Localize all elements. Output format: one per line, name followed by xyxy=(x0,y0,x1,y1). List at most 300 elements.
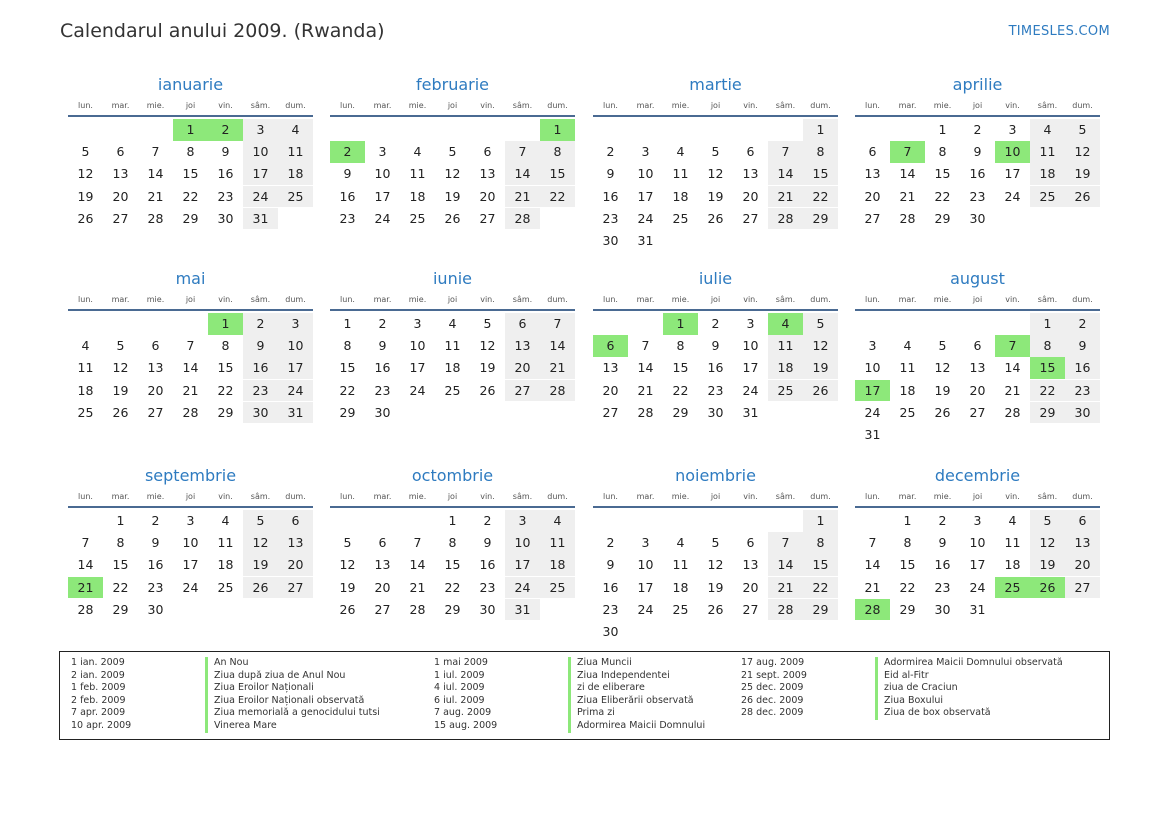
day-cell: 27 xyxy=(505,380,540,402)
empty-cell xyxy=(768,230,803,252)
day-cell: 16 xyxy=(243,357,278,379)
week-row xyxy=(330,186,575,208)
day-cell: 14 xyxy=(505,163,540,185)
empty-cell xyxy=(628,313,663,335)
day-cell: 27 xyxy=(147,404,164,420)
week-row xyxy=(330,599,575,621)
day-cell: 2 xyxy=(151,513,160,528)
day-cell: 27 xyxy=(602,404,619,420)
day-cell: 13 xyxy=(742,557,759,573)
day-cell: 3 xyxy=(413,316,422,331)
weekday-label: lun. xyxy=(340,492,355,501)
empty-cell xyxy=(593,510,628,532)
day-cell: 2 xyxy=(1065,313,1100,335)
day-cell: 21 xyxy=(1004,382,1021,398)
empty-cell xyxy=(1030,599,1065,621)
day-cell: 15 xyxy=(803,554,838,576)
day-cell: 5 xyxy=(448,144,457,160)
day-cell: 28 xyxy=(637,404,654,420)
week-row xyxy=(68,357,313,379)
weekday-header xyxy=(68,490,313,508)
weekday-label: dum. xyxy=(810,492,831,501)
month-februarie xyxy=(330,74,575,230)
week-row xyxy=(68,186,313,208)
weekday-label: mar. xyxy=(111,295,130,304)
day-cell: 9 xyxy=(221,144,230,160)
day-cell: 2 xyxy=(330,141,365,163)
holiday-name: Adormirea Maicii Domnului observată xyxy=(875,657,1063,670)
empty-cell xyxy=(925,424,960,446)
weekday-label: vin. xyxy=(480,101,495,110)
day-cell: 27 xyxy=(1065,577,1100,599)
month-august xyxy=(855,268,1100,446)
day-cell: 22 xyxy=(112,579,129,595)
day-cell: 10 xyxy=(995,141,1030,163)
empty-cell xyxy=(208,599,243,621)
week-row xyxy=(330,163,575,185)
week-row xyxy=(68,599,313,621)
weekday-label: joi xyxy=(710,492,721,501)
holiday-date: 2 ian. 2009 xyxy=(71,669,125,681)
day-cell: 25 xyxy=(540,577,575,599)
empty-cell xyxy=(400,402,435,424)
day-cell: 1 xyxy=(663,313,698,335)
week-row xyxy=(330,380,575,402)
day-cell: 24 xyxy=(742,382,759,398)
month-title: octombrie xyxy=(411,466,494,485)
weekday-label: mie. xyxy=(933,492,952,501)
empty-cell xyxy=(698,621,733,643)
weekday-label: sâm. xyxy=(1037,295,1058,304)
weekday-label: vin. xyxy=(1005,492,1020,501)
day-cell: 12 xyxy=(803,335,838,357)
day-cell: 6 xyxy=(151,338,160,354)
day-cell: 9 xyxy=(151,535,160,551)
day-cell: 8 xyxy=(803,532,838,554)
day-cell: 23 xyxy=(147,579,164,595)
day-cell: 23 xyxy=(602,601,619,617)
day-cell: 14 xyxy=(899,166,916,182)
day-cell: 12 xyxy=(444,166,461,182)
day-cell: 18 xyxy=(217,557,234,573)
day-cell: 15 xyxy=(182,166,199,182)
day-cell: 17 xyxy=(637,579,654,595)
day-cell: 4 xyxy=(221,513,230,528)
week-row xyxy=(330,402,575,424)
day-cell: 11 xyxy=(409,166,426,182)
empty-cell xyxy=(803,230,838,252)
week-row xyxy=(593,357,838,379)
day-cell: 20 xyxy=(969,382,986,398)
day-cell: 5 xyxy=(243,510,278,532)
day-cell: 9 xyxy=(711,338,720,354)
weekday-label: joi xyxy=(185,101,196,110)
weekday-label: vin. xyxy=(480,295,495,304)
holiday-date: 1 mai 2009 xyxy=(434,657,488,668)
day-cell: 25 xyxy=(672,601,689,617)
day-cell: 4 xyxy=(540,510,575,532)
day-cell: 10 xyxy=(637,166,654,182)
weekday-label: joi xyxy=(447,295,458,304)
day-cell: 25 xyxy=(899,404,916,420)
week-row xyxy=(330,208,575,230)
day-cell: 7 xyxy=(151,144,160,160)
day-cell: 13 xyxy=(969,360,986,376)
empty-cell xyxy=(855,313,890,335)
weekday-header xyxy=(330,293,575,311)
day-cell: 11 xyxy=(278,141,313,163)
day-cell: 28 xyxy=(77,601,94,617)
day-cell: 2 xyxy=(606,535,615,551)
weekday-label: sâm. xyxy=(250,492,271,501)
week-row xyxy=(68,380,313,402)
day-cell: 29 xyxy=(112,601,129,617)
day-cell: 14 xyxy=(768,554,803,576)
day-cell: 7 xyxy=(995,335,1030,357)
weekday-header xyxy=(68,99,313,117)
weekday-label: dum. xyxy=(1072,101,1093,110)
weekday-label: mar. xyxy=(898,295,917,304)
day-cell: 2 xyxy=(973,122,982,137)
day-cell: 11 xyxy=(217,535,234,551)
week-row xyxy=(330,532,575,554)
day-cell: 22 xyxy=(1030,380,1065,402)
day-cell: 18 xyxy=(77,382,94,398)
empty-cell xyxy=(663,621,698,643)
empty-cell xyxy=(103,313,138,335)
day-cell: 26 xyxy=(243,577,278,599)
week-row xyxy=(593,402,838,424)
day-cell: 20 xyxy=(278,554,313,576)
day-cell: 24 xyxy=(505,577,540,599)
day-cell: 30 xyxy=(147,601,164,617)
day-cell: 15 xyxy=(672,360,689,376)
day-cell: 29 xyxy=(444,601,461,617)
brand-link[interactable]: TIMESLES.COM xyxy=(1008,24,1110,39)
week-row xyxy=(68,141,313,163)
day-cell: 1 xyxy=(903,513,912,528)
month-decembrie xyxy=(855,465,1100,621)
empty-cell xyxy=(733,621,768,643)
week-row xyxy=(855,186,1100,208)
month-iulie xyxy=(593,268,838,424)
day-cell: 15 xyxy=(1030,357,1065,379)
day-cell: 23 xyxy=(707,382,724,398)
empty-cell xyxy=(593,119,628,141)
day-cell: 23 xyxy=(479,579,496,595)
day-cell: 11 xyxy=(1004,535,1021,551)
day-cell: 1 xyxy=(540,119,575,141)
day-cell: 30 xyxy=(243,402,278,424)
month-title: august xyxy=(950,269,1005,288)
day-cell: 12 xyxy=(1065,141,1100,163)
day-cell: 26 xyxy=(77,210,94,226)
day-cell: 25 xyxy=(768,380,803,402)
day-cell: 23 xyxy=(217,188,234,204)
day-cell: 27 xyxy=(864,210,881,226)
day-cell: 7 xyxy=(768,141,803,163)
weekday-label: joi xyxy=(185,295,196,304)
empty-cell xyxy=(628,621,663,643)
weekday-label: sâm. xyxy=(250,101,271,110)
week-row xyxy=(593,230,838,252)
day-cell: 4 xyxy=(448,316,457,331)
day-cell: 16 xyxy=(374,360,391,376)
weekday-label: mie. xyxy=(146,492,165,501)
day-cell: 17 xyxy=(637,188,654,204)
day-cell: 17 xyxy=(374,188,391,204)
day-cell: 1 xyxy=(343,316,352,331)
weekday-label: mar. xyxy=(373,492,392,501)
empty-cell xyxy=(1065,424,1100,446)
day-cell: 10 xyxy=(182,535,199,551)
weekday-label: dum. xyxy=(285,492,306,501)
holiday-name: Ziua Eroilor Naționali observată xyxy=(205,695,364,708)
day-cell: 6 xyxy=(593,335,628,357)
day-cell: 5 xyxy=(711,144,720,160)
weekday-header xyxy=(855,293,1100,311)
day-cell: 13 xyxy=(505,335,540,357)
day-cell: 21 xyxy=(637,382,654,398)
day-cell: 19 xyxy=(77,188,94,204)
day-cell: 2 xyxy=(378,316,387,331)
day-cell: 6 xyxy=(973,338,982,354)
day-cell: 12 xyxy=(934,360,951,376)
day-cell: 3 xyxy=(973,513,982,528)
day-cell: 23 xyxy=(1065,380,1100,402)
weekday-header xyxy=(593,99,838,117)
day-cell: 21 xyxy=(768,577,803,599)
day-cell: 19 xyxy=(707,188,724,204)
day-cell: 26 xyxy=(112,404,129,420)
empty-cell xyxy=(768,510,803,532)
day-cell: 24 xyxy=(374,210,391,226)
day-cell: 23 xyxy=(969,188,986,204)
day-cell: 31 xyxy=(864,426,881,442)
holiday-name: Ziua Eroilor Naționali xyxy=(205,682,314,695)
day-cell: 4 xyxy=(768,313,803,335)
day-cell: 28 xyxy=(409,601,426,617)
weekday-header xyxy=(593,293,838,311)
day-cell: 23 xyxy=(934,579,951,595)
day-cell: 20 xyxy=(602,382,619,398)
day-cell: 30 xyxy=(1065,402,1100,424)
day-cell: 12 xyxy=(707,557,724,573)
day-cell: 8 xyxy=(676,338,685,354)
day-cell: 14 xyxy=(768,163,803,185)
day-cell: 12 xyxy=(77,166,94,182)
day-cell: 3 xyxy=(746,316,755,331)
week-row xyxy=(855,313,1100,335)
day-cell: 20 xyxy=(742,188,759,204)
weekday-label: sâm. xyxy=(775,295,796,304)
day-cell: 26 xyxy=(1065,186,1100,208)
day-cell: 25 xyxy=(444,382,461,398)
day-cell: 4 xyxy=(81,338,90,354)
weekday-label: mar. xyxy=(636,492,655,501)
weekday-label: dum. xyxy=(1072,492,1093,501)
empty-cell xyxy=(995,313,1030,335)
day-cell: 21 xyxy=(540,357,575,379)
empty-cell xyxy=(1030,424,1065,446)
month-title: decembrie xyxy=(934,466,1021,485)
month-mai xyxy=(68,268,313,424)
day-cell: 21 xyxy=(768,186,803,208)
day-cell: 15 xyxy=(540,163,575,185)
month-martie xyxy=(593,74,838,252)
holiday-name: Ziua Independentei xyxy=(568,670,670,683)
day-cell: 8 xyxy=(903,535,912,551)
day-cell: 5 xyxy=(938,338,947,354)
day-cell: 21 xyxy=(68,577,103,599)
week-row xyxy=(855,424,1100,446)
week-row xyxy=(855,141,1100,163)
empty-cell xyxy=(435,402,470,424)
weekday-label: sâm. xyxy=(775,101,796,110)
day-cell: 16 xyxy=(934,557,951,573)
empty-cell xyxy=(1065,208,1100,230)
day-cell: 18 xyxy=(540,554,575,576)
day-cell: 22 xyxy=(899,579,916,595)
day-cell: 16 xyxy=(147,557,164,573)
week-row xyxy=(593,510,838,532)
day-cell: 5 xyxy=(343,535,352,551)
weekday-label: mie. xyxy=(408,492,427,501)
week-row xyxy=(330,335,575,357)
day-cell: 5 xyxy=(116,338,125,354)
day-cell: 24 xyxy=(637,210,654,226)
weekday-label: vin. xyxy=(480,492,495,501)
week-row xyxy=(855,599,1100,621)
day-cell: 13 xyxy=(278,532,313,554)
day-cell: 3 xyxy=(378,144,387,160)
empty-cell xyxy=(540,599,575,621)
week-row xyxy=(593,335,838,357)
day-cell: 6 xyxy=(1065,510,1100,532)
day-cell: 31 xyxy=(278,402,313,424)
day-cell: 17 xyxy=(182,557,199,573)
week-row xyxy=(68,532,313,554)
day-cell: 1 xyxy=(803,119,838,141)
holiday-date: 1 ian. 2009 xyxy=(71,657,125,668)
day-cell: 6 xyxy=(116,144,125,160)
day-cell: 29 xyxy=(934,210,951,226)
day-cell: 18 xyxy=(672,188,689,204)
day-cell: 11 xyxy=(672,166,689,182)
day-cell: 18 xyxy=(768,357,803,379)
day-cell: 6 xyxy=(868,144,877,160)
day-cell: 27 xyxy=(278,577,313,599)
empty-cell xyxy=(278,599,313,621)
day-cell: 6 xyxy=(746,144,755,160)
day-cell: 27 xyxy=(374,601,391,617)
week-row xyxy=(593,532,838,554)
weekday-label: dum. xyxy=(547,492,568,501)
holiday-date: 25 dec. 2009 xyxy=(741,682,804,694)
month-aprilie xyxy=(855,74,1100,230)
day-cell: 1 xyxy=(1030,313,1065,335)
week-row xyxy=(330,313,575,335)
day-cell: 7 xyxy=(81,535,90,551)
week-row xyxy=(68,313,313,335)
day-cell: 29 xyxy=(1030,402,1065,424)
day-cell: 20 xyxy=(742,579,759,595)
day-cell: 28 xyxy=(899,210,916,226)
week-row xyxy=(855,380,1100,402)
weekday-label: mar. xyxy=(373,101,392,110)
week-row xyxy=(330,577,575,599)
empty-cell xyxy=(995,424,1030,446)
holiday-name: ziua de Craciun xyxy=(875,682,958,695)
day-cell: 25 xyxy=(217,579,234,595)
empty-cell xyxy=(855,510,890,532)
day-cell: 17 xyxy=(278,357,313,379)
day-cell: 28 xyxy=(182,404,199,420)
weekday-label: lun. xyxy=(78,295,93,304)
empty-cell xyxy=(593,313,628,335)
week-row xyxy=(593,186,838,208)
day-cell: 1 xyxy=(938,122,947,137)
month-title: martie xyxy=(689,75,742,94)
empty-cell xyxy=(138,119,173,141)
day-cell: 30 xyxy=(374,404,391,420)
day-cell: 14 xyxy=(147,166,164,182)
day-cell: 19 xyxy=(112,382,129,398)
day-cell: 10 xyxy=(969,535,986,551)
empty-cell xyxy=(733,119,768,141)
empty-cell xyxy=(68,119,103,141)
empty-cell xyxy=(663,510,698,532)
day-cell: 6 xyxy=(483,144,492,160)
day-cell: 1 xyxy=(208,313,243,335)
month-title: septembrie xyxy=(144,466,237,485)
weekday-label: joi xyxy=(710,295,721,304)
day-cell: 9 xyxy=(973,144,982,160)
day-cell: 19 xyxy=(1065,163,1100,185)
weekday-header xyxy=(593,490,838,508)
day-cell: 1 xyxy=(116,513,125,528)
day-cell: 16 xyxy=(602,579,619,595)
day-cell: 3 xyxy=(186,513,195,528)
day-cell: 17 xyxy=(742,360,759,376)
weekday-label: joi xyxy=(447,492,458,501)
day-cell: 2 xyxy=(711,316,720,331)
weekday-label: joi xyxy=(972,295,983,304)
empty-cell xyxy=(103,119,138,141)
day-cell: 30 xyxy=(217,210,234,226)
week-row xyxy=(855,208,1100,230)
day-cell: 29 xyxy=(339,404,356,420)
day-cell: 13 xyxy=(742,166,759,182)
day-cell: 29 xyxy=(899,601,916,617)
weekday-label: dum. xyxy=(810,295,831,304)
day-cell: 20 xyxy=(864,188,881,204)
day-cell: 17 xyxy=(243,163,278,185)
day-cell: 28 xyxy=(768,208,803,230)
weekday-label: vin. xyxy=(743,492,758,501)
holiday-date: 26 dec. 2009 xyxy=(741,694,804,706)
day-cell: 15 xyxy=(217,360,234,376)
day-cell: 19 xyxy=(479,360,496,376)
weekday-label: dum. xyxy=(285,295,306,304)
day-cell: 15 xyxy=(339,360,356,376)
week-row xyxy=(330,119,575,141)
day-cell: 18 xyxy=(672,579,689,595)
weekday-label: dum. xyxy=(547,295,568,304)
day-cell: 20 xyxy=(147,382,164,398)
day-cell: 23 xyxy=(602,210,619,226)
empty-cell xyxy=(733,230,768,252)
